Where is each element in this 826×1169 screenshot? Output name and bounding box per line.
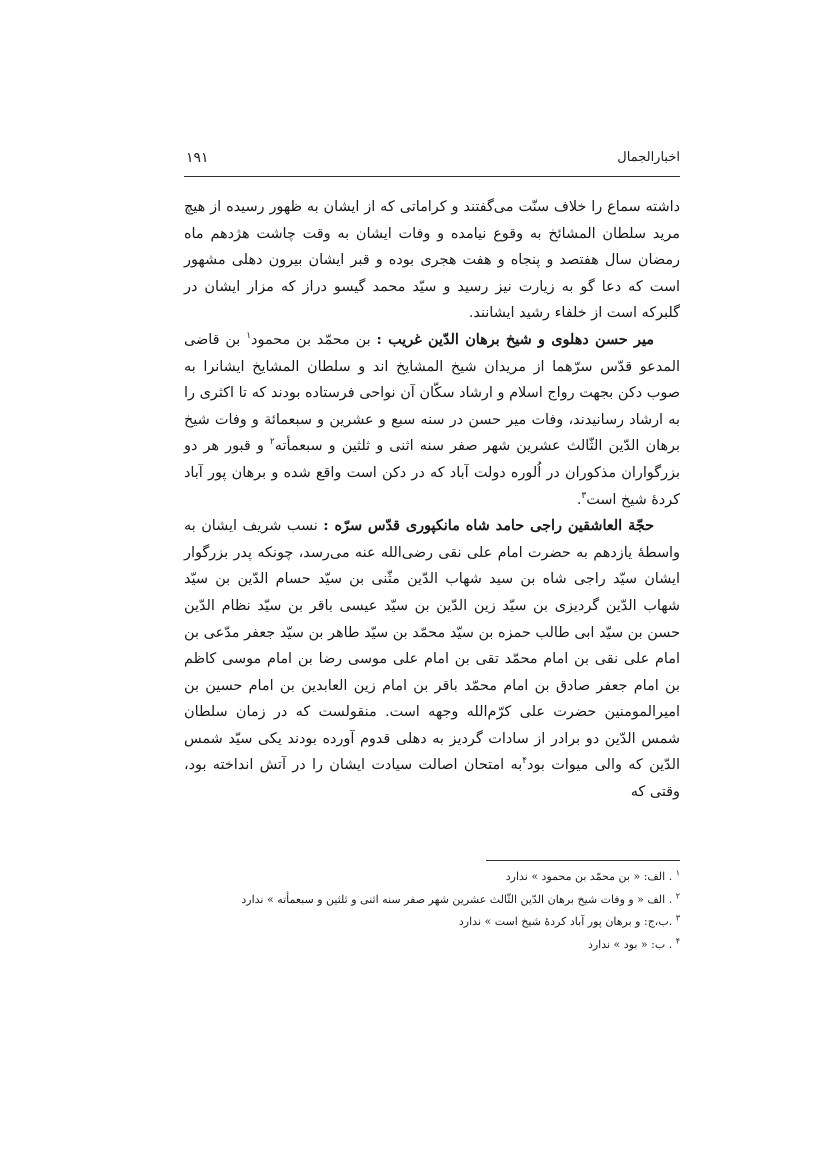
footnote-item [184, 934, 680, 957]
footnote-number: ۱ [675, 868, 680, 878]
footnote-rule [486, 860, 680, 861]
footnote-ref[interactable]: ۱ [246, 331, 252, 342]
paragraph-text: بن محمّد بن محمود [251, 331, 371, 348]
footnote-item [184, 889, 680, 912]
footnote-number: ۳ [675, 913, 680, 923]
footnote-item [184, 911, 680, 934]
footnote-ref[interactable]: ۳ [581, 490, 587, 501]
footnote-text: . الف « و وفات شیخ برهان الدّین الثّالث عشرین شهر صفر سنه اثنی و ثلثین و سبعمأته » ندارد [241, 892, 673, 906]
paragraph-text: به امتحان اصالت سیادت ایشان را در آتش انداخته بود، وقتی که [184, 757, 680, 801]
paragraph-continued [184, 194, 680, 327]
paragraph-mir-hasan [184, 327, 680, 513]
main-text [184, 194, 680, 806]
section-heading: میر حسن دهلوی و شیخ برهان الدّین غریب : [376, 330, 654, 348]
footnotes [184, 866, 680, 956]
paragraph-text: داشته سماع را خلاف سنّت می‌گفتند و کراماتی که از ایشان به ظهور رسیده از هیچ مرید سلطان المشائخ به وقوع نیامده و وفات ایشان به وقت چاشت هژدهم ماه رمضان سال هفتصد و پنجاه و هفت هجری بوده و قبر ایشان بیرون دهلی مشهور است که دعا گو به زیارت نیز رسید و سیّد محمد گیسو دراز که مزار ایشان در گلبرکه است از خلفاء رشید ایشانند. [184, 199, 680, 322]
paragraph-text: نسب شریف ایشان به واسطهٔ یازدهم به حضرت امام علی نقی رضی‌الله عنه می‌رسد، چونکه پدر بزرگوار ایشان سیّد راجی شاه بن سید شهاب الدّین مثّنی بن سیّد حسام الدّین بن سیّد شهاب الدّین گردیزی بن سیّد زین الدّین بن سیّد عیسی باقر بن سیّد نظام الدّین حسن بن سیّد ابی طالب حمزه بن سیّد محمّد بن سیّد طاهر بن سیّد جعفر مدّعی بن امام علی نقی بن امام محمّد تقی بن امام علی موسی رضا بن امام موسی کاظم بن امام جعفر صادق بن امام محمّد باقر بن امام زین العابدین بن امام حسین بن امیرالمومنین حضرت علی کرّم‌الله وجهه است. منقولست که در زمان سلطان شمس الدّین دو برادر از سادات گردیز به دهلی قدوم آورده بودند یکی سیّد شمس الدّین که والی میوات بود [184, 518, 680, 774]
section-heading: حجّة العاشقین راجی حامد شاه مانکپوری قدّس سرّه : [323, 517, 654, 535]
footnote-ref[interactable]: ۲ [269, 437, 275, 448]
footnote-number: ۲ [675, 890, 680, 900]
paragraph-text: و قبور هر دو بزرگواران مذکوران در اُلوره دولت آباد که در دکن است واقع شده و برهان پور آباد کردهٔ شیخ است [184, 438, 680, 508]
footnote-number: ۴ [675, 935, 680, 945]
paragraph-text: بن قاضی المدعو قدّس سرّهما از مریدان شیخ المشایخ اند و سلطان المشایخ ایشانرا به صوب دکن بجهت رواج اسلام و ارشاد سکّان آن نواحی فرستاده بودند که تا اکثری را به ارشاد رسانیدند، وفات میر حسن در سنه سبع و عشرین و سبعمائة و وفات شیخ برهان الدّین الثّالث عشرین شهر صفر سنه اثنی و ثلثین و سبعمأته [184, 331, 680, 455]
paragraph-raji-hamid [184, 513, 680, 806]
footnote-text: . ب: « بود » ندارد [587, 937, 673, 951]
footnote-text: .ب،ج: و برهان پور آباد کردهٔ شیخ است » ندارد [458, 915, 673, 928]
footnote-ref[interactable]: ۴ [522, 756, 528, 767]
running-title: اخبارالجمال [617, 150, 680, 165]
footnote-text: . الف: « بن محمّد بن محمود » ندارد [505, 870, 673, 883]
page-number: ۱۹۱ [186, 150, 209, 166]
running-header [184, 150, 680, 174]
footnote-item [184, 866, 680, 889]
header-rule [184, 176, 680, 177]
paragraph-text: . [576, 491, 582, 508]
